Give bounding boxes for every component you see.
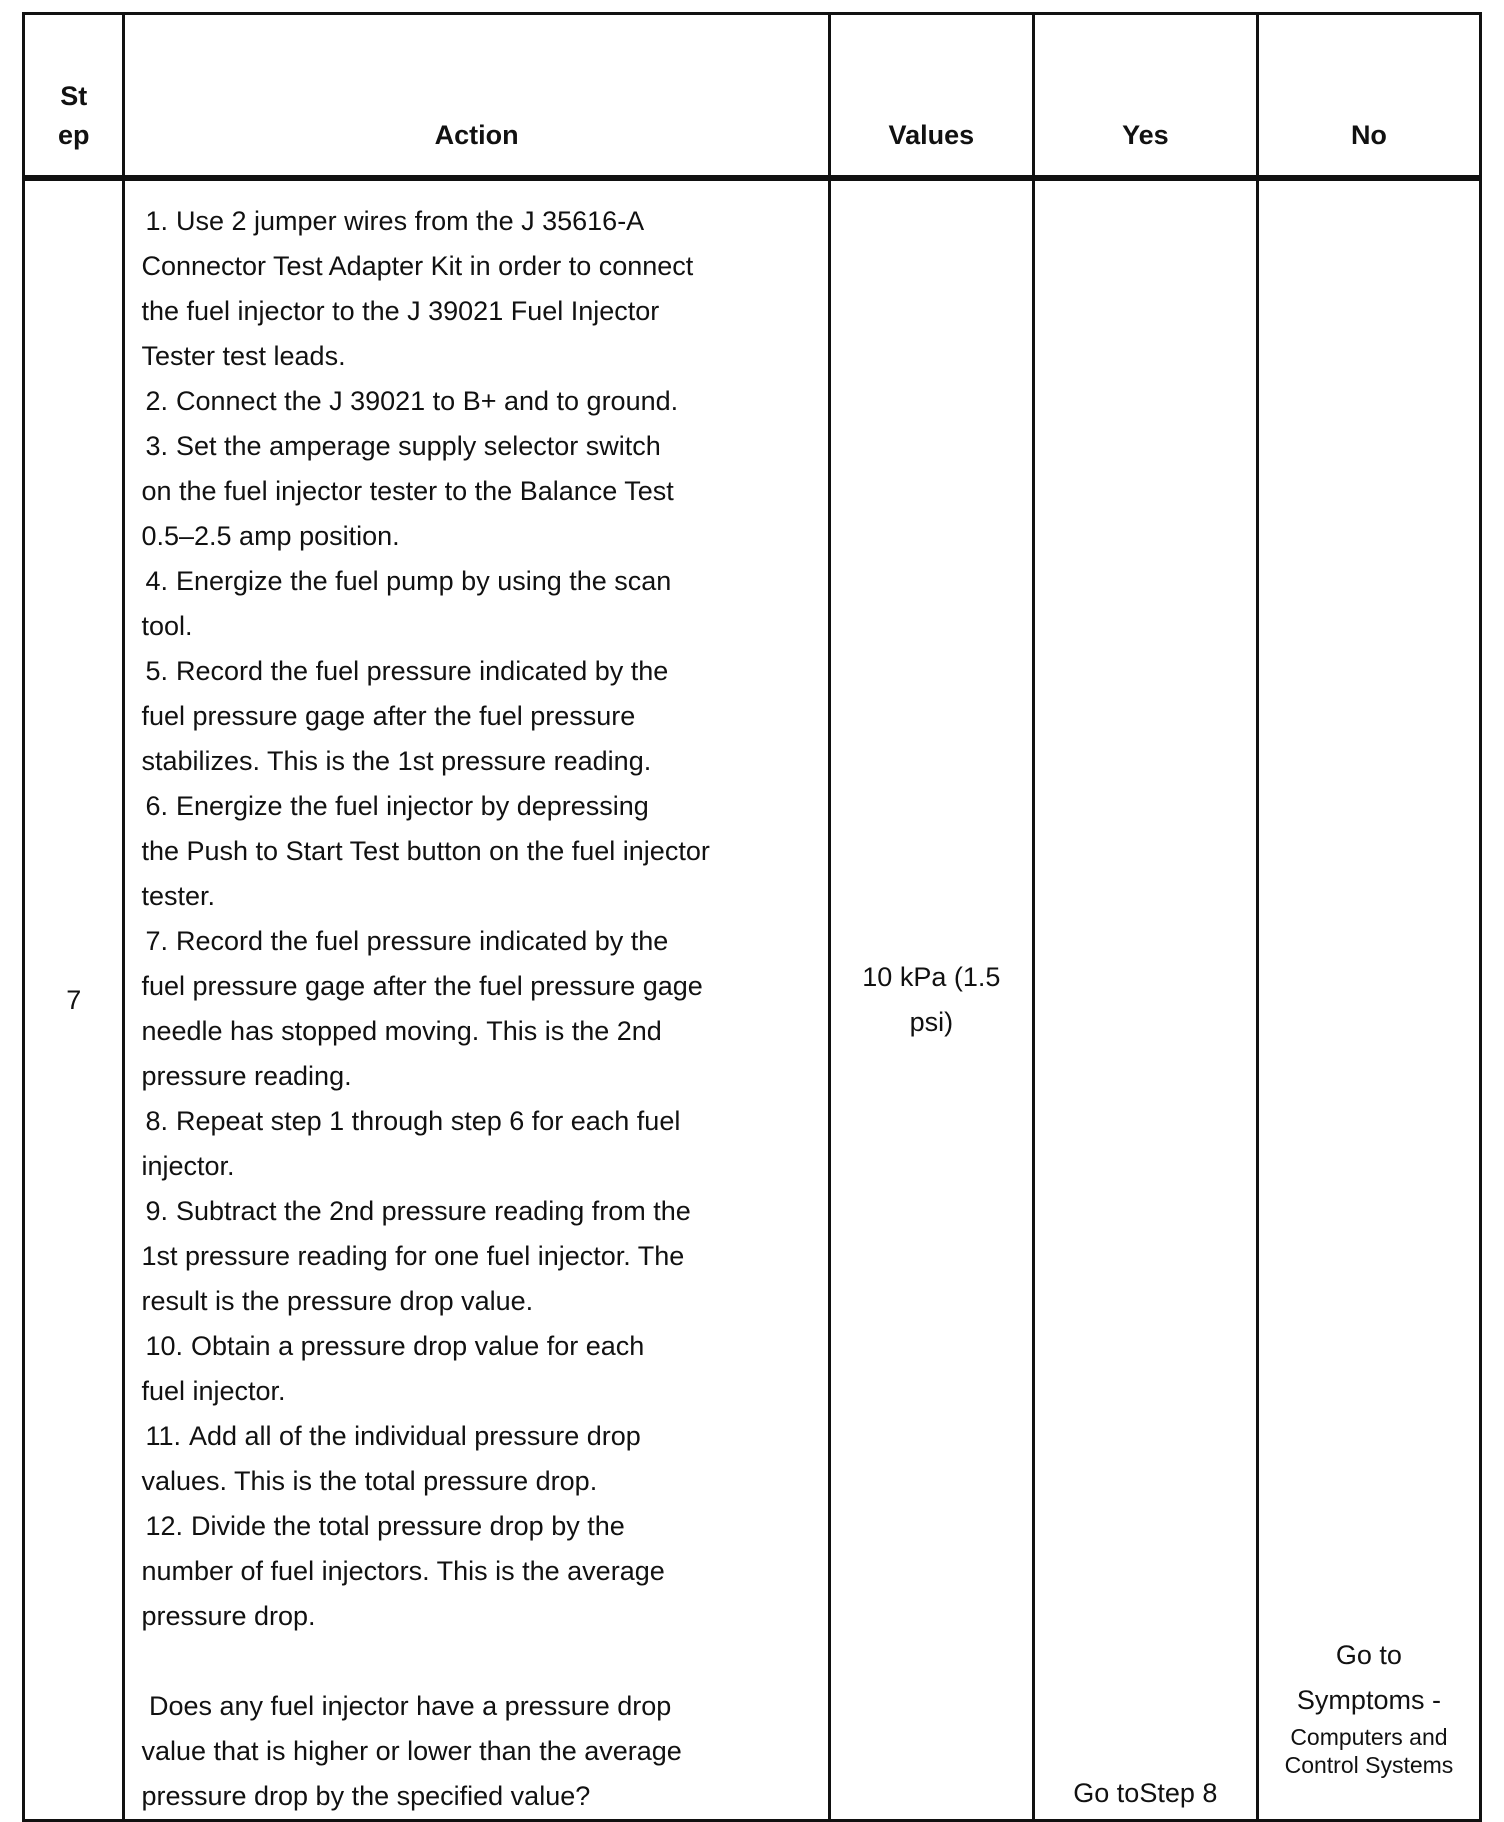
- action-line: [141, 1369, 813, 1414]
- action-line-text: pressure drop.: [141, 1601, 316, 1631]
- action-line: [141, 694, 813, 739]
- values-line1: 10 kPa (1.5: [862, 962, 1001, 992]
- action-line: [141, 514, 813, 559]
- action-line-text: Use 2 jumper wires from the J 35616-A: [176, 206, 645, 236]
- action-line-text: values. This is the total pressure drop.: [141, 1466, 598, 1496]
- action-line-text: Energize the fuel pump by using the scan: [176, 566, 672, 596]
- action-line: [141, 874, 813, 919]
- step-item-number: 8.: [145, 1106, 168, 1136]
- step-item-number: 2.: [145, 386, 168, 416]
- step-row: [24, 178, 1481, 1821]
- action-line: [141, 1414, 813, 1459]
- action-line: [141, 1144, 813, 1189]
- action-line: [141, 334, 813, 379]
- step-item-number: 3.: [145, 431, 168, 461]
- yes-link[interactable]: Go toStep 8: [1073, 1778, 1218, 1808]
- action-line-text: Record the fuel pressure indicated by the: [176, 926, 669, 956]
- values-column-header: Values: [829, 14, 1033, 179]
- action-line-text: Tester test leads.: [141, 341, 346, 371]
- action-line: [141, 1279, 813, 1324]
- action-line-text: Set the amperage supply selector switch: [176, 431, 661, 461]
- action-line-text: Obtain a pressure drop value for each: [191, 1331, 645, 1361]
- action-line: [141, 919, 813, 964]
- action-line: [141, 424, 813, 469]
- action-line: [141, 604, 813, 649]
- action-line-text: Connect the J 39021 to B+ and to ground.: [176, 386, 679, 416]
- action-line-text: Repeat step 1 through step 6 for each fuel: [176, 1106, 681, 1136]
- action-line: [141, 559, 813, 604]
- action-line: [141, 1504, 813, 1549]
- step-header-line1: St: [60, 80, 88, 111]
- action-line-text: Energize the fuel injector by depressing: [176, 791, 649, 821]
- action-line-text: injector.: [141, 1151, 235, 1181]
- action-line: [141, 1549, 813, 1594]
- step-item-number: 11.: [145, 1421, 181, 1451]
- action-line: [141, 469, 813, 514]
- action-line-text: Add all of the individual pressure drop: [189, 1421, 641, 1451]
- action-line-text: stabilizes. This is the 1st pressure reading.: [141, 746, 652, 776]
- step-item-number: 9.: [145, 1196, 168, 1226]
- action-line-text: the fuel injector to the J 39021 Fuel Injector: [141, 296, 660, 326]
- action-line: [141, 1099, 813, 1144]
- action-line: [141, 649, 813, 694]
- header-row: [24, 14, 1481, 179]
- diagnostic-step-table: [22, 12, 1482, 1822]
- action-line: [141, 1594, 813, 1639]
- no-link-line1[interactable]: Go to: [1335, 1640, 1402, 1670]
- question-line: value that is higher or lower than the average: [141, 1736, 682, 1766]
- question-line: Does any fuel injector have a pressure drop: [141, 1691, 672, 1721]
- action-line-text: fuel pressure gage after the fuel pressure gage: [141, 971, 703, 1001]
- action-question: [141, 1684, 813, 1819]
- action-line: [141, 739, 813, 784]
- action-line-text: Divide the total pressure drop by the: [191, 1511, 625, 1541]
- action-line-text: tool.: [141, 611, 193, 641]
- action-line: [141, 1189, 813, 1234]
- yes-cell: [1033, 178, 1257, 1821]
- action-line-text: Subtract the 2nd pressure reading from the: [176, 1196, 691, 1226]
- no-link-line3[interactable]: Computers and: [1290, 1724, 1448, 1750]
- step-item-number: 6.: [145, 791, 168, 821]
- action-line-text: pressure reading.: [141, 1061, 352, 1091]
- action-line-text: Record the fuel pressure indicated by the: [176, 656, 669, 686]
- action-line: [141, 1324, 813, 1369]
- action-line-text: fuel pressure gage after the fuel pressure: [141, 701, 636, 731]
- step-item-number: 4.: [145, 566, 168, 596]
- action-line: [141, 289, 813, 334]
- no-link-line2[interactable]: Symptoms -: [1296, 1685, 1441, 1715]
- action-line: [141, 964, 813, 1009]
- values-line2: psi): [909, 1007, 954, 1037]
- step-item-number: 5.: [145, 656, 168, 686]
- step-number: 7: [24, 178, 124, 1821]
- action-instruction-list: [141, 199, 813, 1639]
- action-line-text: tester.: [141, 881, 216, 911]
- values-cell: [829, 178, 1033, 1821]
- step-item-number: 1.: [145, 206, 168, 236]
- action-line: [141, 1009, 813, 1054]
- no-column-header: No: [1257, 14, 1480, 179]
- action-line-text: number of fuel injectors. This is the average: [141, 1556, 665, 1586]
- action-line-text: fuel injector.: [141, 1376, 286, 1406]
- action-cell: [124, 178, 829, 1821]
- action-line-text: Connector Test Adapter Kit in order to connect: [141, 251, 694, 281]
- action-line-text: the Push to Start Test button on the fuel injector: [141, 836, 710, 866]
- step-header-line2: ep: [57, 119, 90, 150]
- action-line: [141, 784, 813, 829]
- action-line: [141, 829, 813, 874]
- action-line-text: on the fuel injector tester to the Balance Test: [141, 476, 674, 506]
- step-item-number: 12.: [145, 1511, 184, 1541]
- action-line: [141, 1054, 813, 1099]
- action-line: [141, 1234, 813, 1279]
- action-line: [141, 1459, 813, 1504]
- action-line: [141, 244, 813, 289]
- no-link-line4[interactable]: Control Systems: [1284, 1752, 1454, 1778]
- step-column-header: [24, 14, 124, 179]
- action-column-header: Action: [124, 14, 829, 179]
- action-line: [141, 379, 813, 424]
- step-item-number: 7.: [145, 926, 168, 956]
- action-line-text: needle has stopped moving. This is the 2nd: [141, 1016, 662, 1046]
- action-line: [141, 199, 813, 244]
- question-line: pressure drop by the specified value?: [141, 1781, 591, 1811]
- action-line-text: result is the pressure drop value.: [141, 1286, 534, 1316]
- action-line-text: 1st pressure reading for one fuel injector. The: [141, 1241, 685, 1271]
- yes-column-header: Yes: [1033, 14, 1257, 179]
- step-item-number: 10.: [145, 1331, 184, 1361]
- no-cell: [1257, 178, 1480, 1821]
- action-line-text: 0.5–2.5 amp position.: [141, 521, 400, 551]
